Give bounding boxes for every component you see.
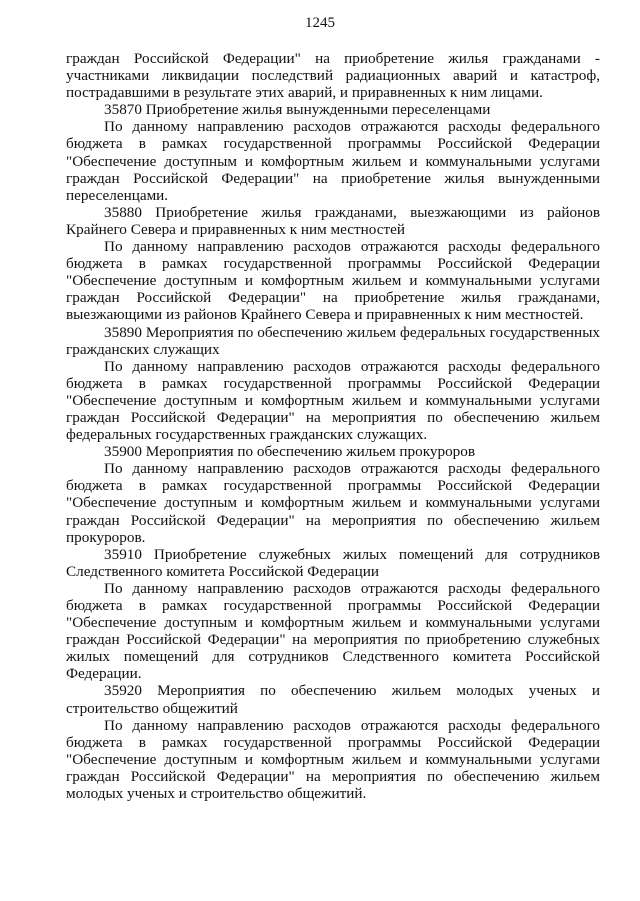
paragraph-35900: По данному направлению расходов отражаются расходы федерального бюджета в рамках государственной программы Российской Федерации "Обеспечение доступным и комфортным жильем и коммунальными услугами граждан Российской Федерации" на мероприятия по обеспечению жильем прокуроров. <box>66 460 600 546</box>
document-body <box>66 50 600 802</box>
paragraph-35920: По данному направлению расходов отражаются расходы федерального бюджета в рамках государственной программы Российской Федерации "Обеспечение доступным и комфортным жильем и коммунальными услугами граждан Российской Федерации" на мероприятия по обеспечению жильем молодых ученых и строительство общежитий. <box>66 716 600 803</box>
paragraph-35910: По данному направлению расходов отражаются расходы федерального бюджета в рамках государственной программы Российской Федерации "Обеспечение доступным и комфортным жильем и коммунальными услугами граждан Российской Федерации" на мероприятия по приобретению служебных жилых помещений для сотрудников Следственного комитета Российской Федерации. <box>66 579 600 683</box>
paragraph-35870: По данному направлению расходов отражаются расходы федерального бюджета в рамках государственной программы Российской Федерации "Обеспечение доступным и комфортным жильем и коммунальными услугами граждан Российской Федерации" на приобретение жилья вынужденными переселенцами. <box>66 118 600 204</box>
section-heading-35870: 35870 Приобретение жилья вынужденными переселенцами <box>104 101 491 119</box>
paragraph-continuation: граждан Российской Федерации" на приобретение жилья гражданами - участниками ликвидации последствий радиационных аварий и катастроф, пострадавшими в результате этих аварий, и приравненных к ним лицами. <box>66 50 600 102</box>
page-number: 1245 <box>305 15 335 31</box>
section-heading-35920: 35920 Мероприятия по обеспечению жильем молодых ученых и строительство общежитий <box>66 682 600 717</box>
section-heading-35900: 35900 Мероприятия по обеспечению жильем прокуроров <box>104 443 476 461</box>
paragraph-35890: По данному направлению расходов отражаются расходы федерального бюджета в рамках государственной программы Российской Федерации "Обеспечение доступным и комфортным жильем и коммунальными услугами граждан Российской Федерации" на мероприятия по обеспечению жильем федеральных государственных гражданских служащих. <box>66 357 600 444</box>
section-heading-35880: 35880 Приобретение жилья гражданами, выезжающими из районов Крайнего Севера и приравненных к ним местностей <box>66 203 600 238</box>
paragraph-35880: По данному направлению расходов отражаются расходы федерального бюджета в рамках государственной программы Российской Федерации "Обеспечение доступным и комфортным жильем и коммунальными услугами граждан Российской Федерации" на приобретение жилья гражданами, выезжающими из районов Крайнего Севера и приравненных к ним местностей. <box>66 238 600 324</box>
section-heading-35890: 35890 Мероприятия по обеспечению жильем федеральных государственных гражданских служащих <box>66 323 600 358</box>
section-heading-35910: 35910 Приобретение служебных жилых помещений для сотрудников Следственного комитета Российской Федерации <box>66 545 600 580</box>
